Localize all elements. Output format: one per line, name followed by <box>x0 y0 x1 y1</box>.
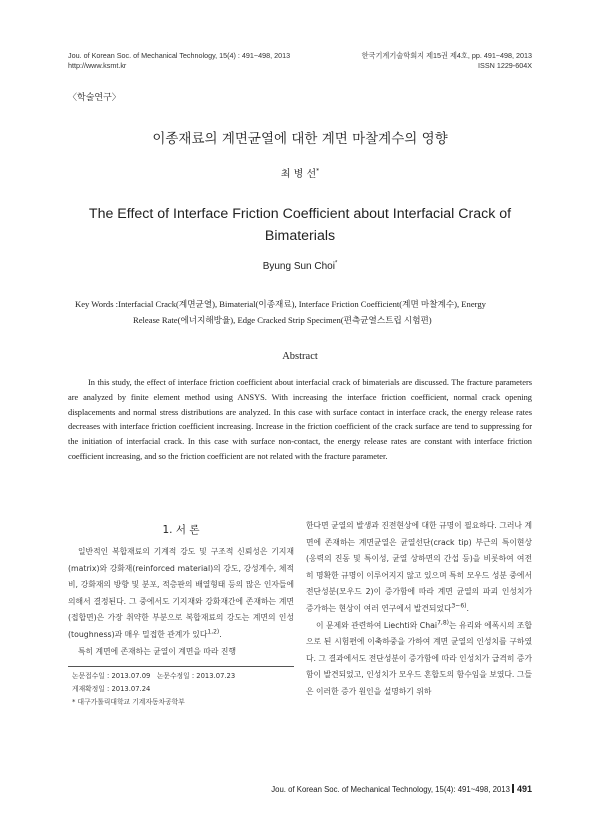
page-footer <box>271 784 532 794</box>
paper-title-korean: 이종재료의 계면균열에 대한 계면 마찰계수의 영향 <box>152 131 448 147</box>
keywords <box>75 297 535 328</box>
journal-url[interactable]: http://www.ksmt.kr <box>68 61 127 70</box>
keywords-label: Key Words : <box>75 299 119 309</box>
footer-separator-bar <box>512 784 514 793</box>
citation-ref: 7,8) <box>437 618 449 626</box>
paper-title-english: The Effect of Interface Friction Coefficient about Interfacial Crack of Bimaterials <box>88 206 512 244</box>
received-date: 논문접수일 : 2013.07.09 <box>72 672 151 680</box>
author-affiliation-mark-en: * <box>334 260 338 267</box>
abstract-heading: Abstract <box>282 351 318 362</box>
page-number: 491 <box>516 784 532 794</box>
journal-citation-ko: 한국기계기술학회지 제15권 제4호, pp. 491~498, 2013 <box>361 51 532 60</box>
paragraph: 특히 계면에 존재하는 균열이 계면을 따라 진행 <box>78 646 236 656</box>
running-header-right <box>362 51 532 71</box>
paragraph: 일반적인 복합재료의 기계적 강도 및 구조적 신뢰성은 기지재(matrix)와 강화재(reinforced material)의 강도, 강성계수, 체적 비, 강화재의 방향 및 분포, 적층판의 배열형태 등의 많은 인자들에 의해서 결정된다. 그 중에서도 기지재와 강화재간에 존재하는 계면(접합면)은 가장 취약한 부분으로 복합재료의 강도는 계면의 인성(toughness)과 매우 밀접한 관계가 있다$^{1,2)}$. <box>68 547 294 639</box>
revised-date: 논문수정일 : 2013.07.23 <box>156 672 236 680</box>
issn: ISSN 1229-604X <box>478 61 532 70</box>
citation-ref: 1,2) <box>207 628 220 636</box>
left-column-body <box>68 544 294 660</box>
author-english <box>0 261 600 272</box>
keywords-line-2: Release Rate(에너지해방율), Edge Cracked Strip Specimen(편측균열스트립 시험편) <box>133 314 432 325</box>
journal-citation-en: Jou. of Korean Soc. of Mechanical Technology, 15(4) : 491~498, 2013 <box>68 51 291 60</box>
author-name-en: Byung Sun Choi <box>262 261 335 272</box>
author-affiliation: * 대구가톨릭대학교 기계자동차공학부 <box>72 698 185 706</box>
article-category: 〈학술연구〉 <box>68 93 121 103</box>
paragraph: 이 문제와 관련하여 Liechti와 Chai$^{7,8)}$는 유리와 에폭시의 조합으로 된 시험편에 이축하중을 가하여 계면 균열의 인성치를 구하였다. 그 결과에서도 전단성분이 증가함에 따라 인성치가 급격히 증가함이 발견되었고, 인성치가 모우드 혼합도의 함수임을 보였다. 그들은 이러한 증가 원인을 설명하기 위하 <box>306 618 532 696</box>
citation-ref: 3~6) <box>451 602 467 610</box>
abstract-text: In this study, the effect of interface friction coefficient about interfacial crack of bimaterials are discussed. The fracture parameters are analyzed by finite element method using ANSYS. With increasing the interface friction coefficient, normal crack opening displacements and normal stress distributions are analyzed. In this case with surface contact in interface crack, the energy release rates decreases with interface friction coefficient increasing. Increase in the friction coefficient of the crack surface are tend to suppressing for the initiation of interfacial crack. In this case with surface non-contact, the energy release rates are constant with interface friction coefficient increasing, and so the friction coefficient are not related with the fracture parameter. <box>68 378 532 461</box>
footnote-divider <box>68 666 294 667</box>
paragraph: 한다면 균열의 발생과 진전현상에 대한 규명이 필요하다. 그러나 계면에 존재하는 계면균열은 균열선단(crack tip) 부근의 특이현상(응력의 진동 및 특이성, 균열 상하면의 간섭 등)을 비롯하여 여전히 명확한 규명이 이루어지지 않고 있으며 특히 모우드 성분 중에서 전단성분(모우드 2)이 증가함에 따라 계면 균열의 파괴 인성치가 증가하는 현상이 여러 연구에서 발견되었다$^{3\sim 6)}$. <box>306 521 532 613</box>
footnotes <box>72 670 294 709</box>
keywords-line-1: Interfacial Crack(계면균열), Bimaterial(이종재료), Interface Friction Coefficient(계면 마찰계수), Energy <box>118 299 486 309</box>
section-heading-introduction: 1. 서 론 <box>162 524 200 536</box>
accepted-date: 게재확정일 : 2013.07.24 <box>72 685 151 693</box>
author-affiliation-mark: * <box>316 167 320 175</box>
right-column-body <box>306 518 532 701</box>
author-name-ko: 최 병 선 <box>280 169 317 180</box>
running-header-left <box>68 51 290 71</box>
author-korean <box>0 165 600 180</box>
date-line <box>72 670 294 683</box>
footer-journal-citation: Jou. of Korean Soc. of Mechanical Technology, 15(4): 491~498, 2013 <box>271 785 510 794</box>
